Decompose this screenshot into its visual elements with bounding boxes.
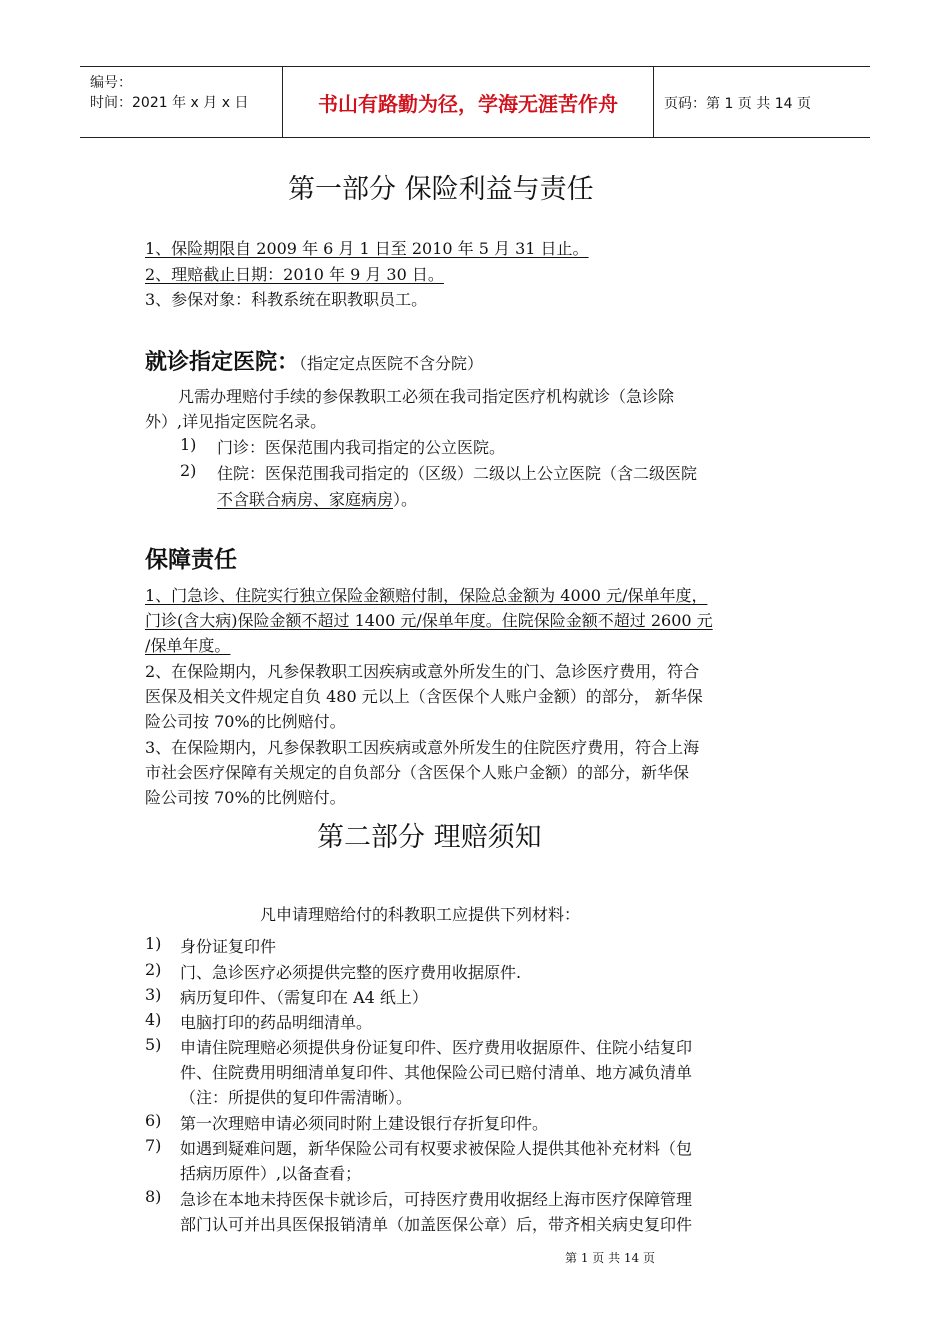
number-label: 编号： [90,75,132,91]
coverage-line: 险公司按 70%的比例赔付。 [145,788,346,807]
time-label: 时间：2021 年 x 月 x 日 [90,95,249,111]
part2-title: 第二部分 理赔须知 [317,822,542,853]
coverage-line: 市社会医疗保障有关规定的自负部分（含医保个人账户金额）的部分，新华保 [145,763,690,782]
claim-item-line: 如遇到疑难问题，新华保险公司有权要求被保险人提供其他补充材料（包 [180,1139,693,1158]
page-footer: 第 1 页 共 14 页 [565,1251,655,1265]
claim-item-line: 急诊在本地未持医保卡就诊后，可持医疗费用收据经上海市医疗保障管理 [180,1190,693,1209]
hospital-para-line-1: 凡需办理赔付手续的参保教职工必须在我司指定医疗机构就诊（急诊除 [178,387,675,406]
claim-item-line: 申请住院理赔必须提供身份证复印件、医疗费用收据原件、住院小结复印 [180,1038,693,1057]
coverage-line: 门诊(含大病)保险金额不超过 1400 元/保单年度。住院保险金额不超过 2600 元 [145,611,713,630]
coverage-line: 1、门急诊、住院实行独立保险金额赔付制，保险总金额为 4000 元/保单年度， [145,586,708,605]
part1-item-3: 3、参保对象：科教系统在职教职员工。 [145,290,428,309]
claim-item-line: 件、住院费用明细清单复印件、其他保险公司已赔付清单、地方减负清单 [180,1063,693,1082]
hospital-heading-line [145,345,483,376]
coverage-heading: 保障责任 [145,547,237,573]
claim-item-line: 电脑打印的药品明细清单。 [180,1013,373,1032]
claim-item-line: 门、急诊医疗必须提供完整的医疗费用收据原件. [180,963,522,982]
hospital-list-item-2-cont [217,487,417,510]
claim-item-num: 6) [145,1111,162,1130]
claim-item-num: 1) [145,934,162,953]
hospital-heading: 就诊指定医院： [145,350,300,375]
hospital-exclusion: 不含联合病房、家庭病房 [217,490,394,509]
claim-item-line: 身份证复印件 [180,937,277,956]
hospital-list-num-2: 2) [180,461,197,480]
header-divider [653,67,654,137]
header-motto: 书山有路勤为径，学海无涯苦作舟 [318,91,618,116]
hospital-list-num-1: 1) [180,435,197,454]
part1-title: 第一部分 保险利益与责任 [288,174,594,205]
hospital-note: （指定定点医院不含分院） [299,354,484,373]
hospital-exclusion-tail: ）。 [393,490,418,509]
claim-item-line: （注：所提供的复印件需清晰）。 [180,1088,413,1107]
header-meta [80,67,282,137]
coverage-line: /保单年度。 [145,636,231,655]
claim-item-line: 第一次理赔申请必须同时附上建设银行存折复印件。 [180,1114,549,1133]
header-page-info: 页码：第 1 页 共 14 页 [664,96,811,112]
claim-item-line: 部门认可并出具医保报销清单（加盖医保公章）后，带齐相关病史复印件 [180,1215,693,1234]
part2-intro: 凡申请理赔给付的科教职工应提供下列材料： [260,905,581,924]
hospital-list-item-1: 门诊：医保范围内我司指定的公立医院。 [217,438,506,457]
claim-item-num: 4) [145,1010,162,1029]
claim-item-num: 7) [145,1136,162,1155]
claim-item-num: 8) [145,1187,162,1206]
claim-item-num: 3) [145,985,162,1004]
claim-item-num: 2) [145,960,162,979]
hospital-para-line-2: 外）,详见指定医院名录。 [145,412,327,431]
part1-item-1: 1、保险期限自 2009 年 6 月 1 日至 2010 年 5 月 31 日止。 [145,239,589,258]
part1-item-2: 2、理赔截止日期：2010 年 9 月 30 日。 [145,265,444,284]
coverage-line: 2、在保险期内，凡参保教职工因疾病或意外所发生的门、急诊医疗费用，符合 [145,662,700,681]
coverage-line: 险公司按 70%的比例赔付。 [145,712,346,731]
coverage-line: 医保及相关文件规定自负 480 元以上（含医保个人账户金额）的部分， 新华保 [145,687,703,706]
hospital-list-item-2: 住院：医保范围我司指定的（区级）二级以上公立医院（含二级医院 [217,464,698,483]
claim-item-line: 括病历原件）,以备查看； [180,1164,362,1183]
claim-item-num: 5) [145,1035,162,1054]
coverage-line: 3、在保险期内，凡参保教职工因疾病或意外所发生的住院医疗费用，符合上海 [145,738,700,757]
claim-item-line: 病历复印件、（需复印在 A4 纸上） [180,988,428,1007]
document-header [80,66,870,138]
